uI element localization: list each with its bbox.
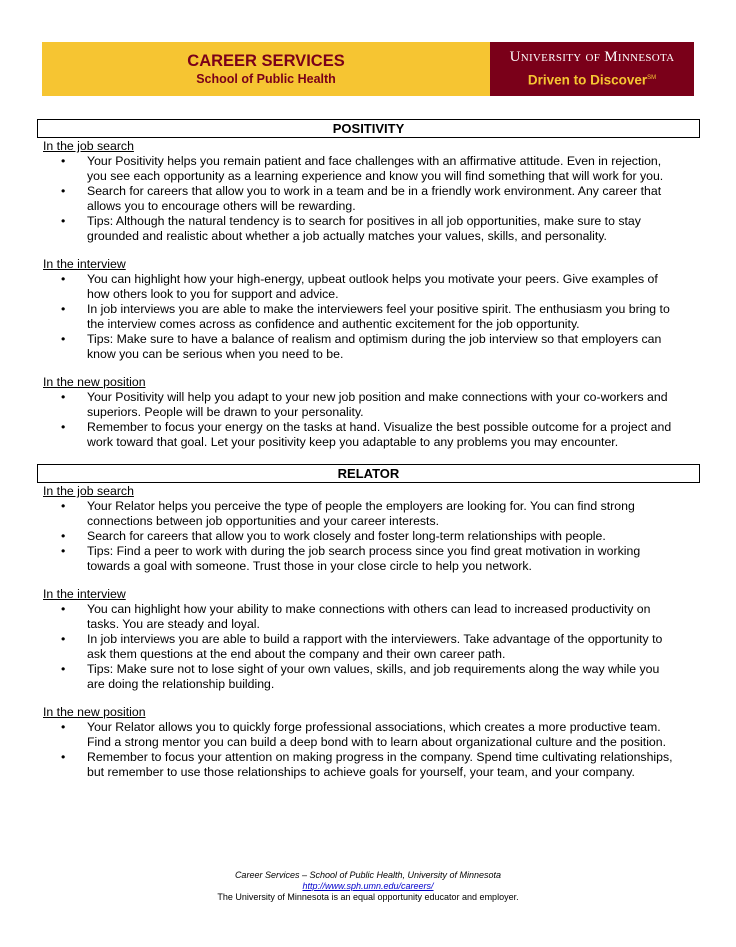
tagline-text: Driven to Discover — [527, 72, 648, 88]
list-item-text: Tips: Make sure to have a balance of realism and optimism during the job interview so that employers can — [87, 332, 662, 346]
list-item-text: Tips: Make sure not to lose sight of your own values, skills, and job requirements along the way while you — [87, 662, 660, 676]
list-item-text: Your Positivity will help you adapt to your new job position and make connections with your co-workers and — [87, 390, 668, 404]
header-subtitle: School of Public Health — [196, 71, 336, 86]
list-item — [43, 632, 700, 662]
subsection-heading: In the interview — [43, 587, 126, 601]
list-item-text: connections between job opportunities and your career interests. — [87, 514, 440, 528]
subsection-heading: In the job search — [43, 139, 134, 153]
bullet-icon: • — [61, 529, 66, 543]
bullet-icon: • — [61, 154, 66, 168]
list-item-text: Your Positivity helps you remain patient and face challenges with an affirmative attitude. Even in rejection, — [87, 154, 662, 168]
list-item-text: Remember to focus your attention on making progress in the company. Spend time cultivating relationships, — [87, 750, 673, 764]
bullet-icon: • — [61, 750, 66, 764]
list-item — [43, 154, 700, 184]
list-item — [43, 420, 700, 450]
career-services-banner — [42, 42, 490, 96]
bullet-icon: • — [61, 662, 66, 676]
relator-interview — [43, 587, 700, 692]
subsection-heading: In the interview — [43, 257, 126, 271]
tagline-mark: SM — [647, 75, 657, 82]
list-item-text: You can highlight how your ability to make connections with others can lead to increased productivity on — [87, 602, 651, 616]
list-item-text: Tips: Although the natural tendency is to search for positives in all job opportunities, make sure to stay — [87, 214, 641, 228]
list-item-text: Tips: Find a peer to work with during the job search process since you find great motivation in working — [87, 544, 641, 558]
list-item — [43, 662, 700, 692]
bullet-icon: • — [61, 184, 66, 198]
section-title-positivity: POSITIVITY — [37, 119, 700, 138]
positivity-new-position — [43, 375, 700, 450]
list-item-text: Your Relator helps you perceive the type of people the employers are looking for. You can find strong — [87, 499, 635, 513]
list-item-text: ask them questions at the end about the company and their own career path. — [87, 647, 506, 661]
list-item-text: allows you to encourage others will be rewarding. — [87, 199, 356, 213]
list-item — [43, 272, 700, 302]
relator-new-position — [43, 705, 700, 780]
bullet-icon: • — [61, 632, 66, 646]
page-footer — [0, 870, 736, 903]
positivity-interview — [43, 257, 700, 362]
list-item-text: you see each opportunity as a learning experience and know you will find something that will work for you. — [87, 169, 664, 183]
bullet-icon: • — [61, 390, 66, 404]
bullet-icon: • — [61, 420, 66, 434]
list-item-text: superiors. People will be drawn to your personality. — [87, 405, 364, 419]
bullet-icon: • — [61, 544, 66, 558]
university-name: University of Minnesota — [509, 49, 675, 66]
list-item — [43, 214, 700, 244]
section-title-relator: RELATOR — [37, 464, 700, 483]
list-item-text: towards a goal with someone. Trust those in your close circle to help you network. — [87, 559, 532, 573]
list-item-text: Search for careers that allow you to work in a team and be in a friendly work environment. Any career that — [87, 184, 662, 198]
footer-careers-link[interactable]: http://www.sph.umn.edu/careers/ — [302, 881, 434, 891]
list-item-text: Search for careers that allow you to work closely and foster long-term relationships with people. — [87, 529, 606, 543]
list-item-text: In job interviews you are able to build a rapport with the interviewers. Take advantage of the opportunity to — [87, 632, 663, 646]
list-item-text: how others look to you for support and advice. — [87, 287, 339, 301]
relator-job-search — [43, 484, 700, 574]
list-item-text: Your Relator allows you to quickly forge professional associations, which creates a more productive team. — [87, 720, 661, 734]
list-item — [43, 499, 700, 529]
header-title: CAREER SERVICES — [187, 51, 345, 70]
bullet-icon: • — [61, 332, 66, 346]
list-item-text: tasks. You are steady and loyal. — [87, 617, 260, 631]
list-item — [43, 332, 700, 362]
list-item — [43, 750, 700, 780]
list-item — [43, 390, 700, 420]
list-item-text: Remember to focus your energy on the tasks at hand. Visualize the best possible outcome for a project and — [87, 420, 672, 434]
list-item — [43, 529, 700, 544]
list-item-text: are doing the relationship building. — [87, 677, 275, 691]
bullet-icon: • — [61, 602, 66, 616]
list-item-text: work toward that goal. Let your positivity keep you adaptable to any problems you may encounter. — [87, 435, 619, 449]
subsection-heading: In the new position — [43, 375, 146, 389]
positivity-job-search — [43, 139, 700, 244]
bullet-icon: • — [61, 499, 66, 513]
list-item-text: grounded and realistic about whether a job actually matches your values, skills, and personality. — [87, 229, 607, 243]
footer-eeo-statement: The University of Minnesota is an equal opportunity educator and employer. — [217, 892, 519, 902]
bullet-icon: • — [61, 302, 66, 316]
subsection-heading: In the job search — [43, 484, 134, 498]
page-header — [42, 42, 694, 96]
bullet-icon: • — [61, 720, 66, 734]
university-tagline — [528, 70, 656, 89]
list-item — [43, 720, 700, 750]
list-item — [43, 302, 700, 332]
list-item-text: You can highlight how your high-energy, upbeat outlook helps you motivate your peers. Give examples of — [87, 272, 658, 286]
footer-org-line: Career Services – School of Public Health, University of Minnesota — [234, 870, 502, 880]
list-item — [43, 544, 700, 574]
subsection-heading: In the new position — [43, 705, 146, 719]
university-logo — [490, 42, 694, 96]
list-item-text: know you can be serious when you need to be. — [87, 347, 344, 361]
list-item-text: but remember to use those relationships to achieve goals for yourself, your team, and your company. — [87, 765, 635, 779]
list-item — [43, 184, 700, 214]
bullet-icon: • — [61, 272, 66, 286]
list-item — [43, 602, 700, 632]
list-item-text: Find a strong mentor you can build a deep bond with to learn about organizational culture and the position. — [87, 735, 667, 749]
list-item-text: In job interviews you are able to make the interviewers feel your positive spirit. The enthusiasm you bring to — [87, 302, 670, 316]
bullet-icon: • — [61, 214, 66, 228]
list-item-text: the interview comes across as confidence and authentic excitement for the job opportunity. — [87, 317, 580, 331]
